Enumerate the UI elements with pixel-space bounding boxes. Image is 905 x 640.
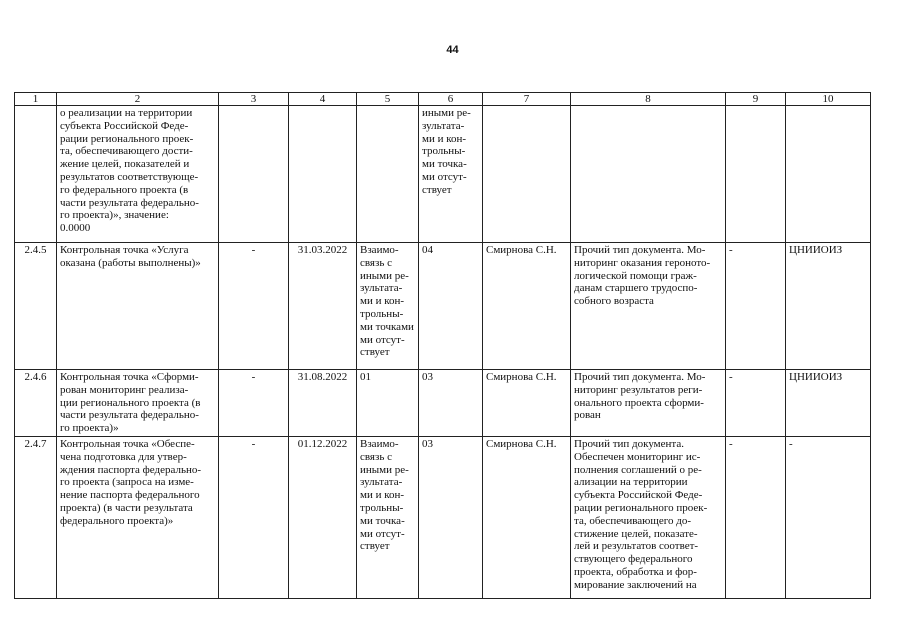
cell-line: зультата- [360, 282, 403, 295]
cell-col3: - [219, 243, 289, 370]
cell-line: 0.0000 [60, 222, 91, 235]
cell-line: иными ре- [360, 269, 409, 282]
cell-line: ствует [360, 540, 390, 553]
cell-col6 [419, 106, 483, 243]
cell-line: рован мониторинг реализа- [60, 383, 189, 396]
cell-line: чена подготовка для утвер- [60, 450, 187, 463]
cell-line: ализации на территории [574, 476, 688, 489]
table-row [15, 370, 871, 437]
column-header: 2 [57, 93, 219, 106]
cell-line: Прочий тип документа. Мо- [574, 244, 706, 256]
cell-col3 [219, 106, 289, 243]
cell-line: логической помощи граж- [574, 269, 697, 282]
cell-date: 31.08.2022 [289, 370, 357, 437]
table-row [15, 106, 871, 243]
cell-document [571, 106, 726, 243]
cell-col5 [357, 370, 419, 437]
cell-line: проекта) (в части результата [60, 501, 193, 514]
cell-line: рации регионального проек- [574, 501, 708, 514]
cell-line: Взаимо- [360, 438, 399, 450]
column-header: 9 [726, 93, 786, 106]
cell-col10: ЦНИИОИЗ [786, 370, 871, 437]
cell-line: ниторинг оказания героното- [574, 256, 711, 269]
cell-line: та, обеспечивающего дости- [60, 145, 193, 158]
cell-line: связь с [360, 450, 392, 463]
cell-col10: - [786, 437, 871, 599]
cell-line: трольны- [360, 307, 404, 320]
cell-line: трольны- [422, 145, 466, 158]
cell-line: 03 [422, 438, 433, 450]
cell-responsible: Смирнова С.Н. [483, 370, 571, 437]
table-row [15, 243, 871, 370]
cell-line: стижение целей, показате- [574, 527, 698, 540]
cell-col3: - [219, 370, 289, 437]
cell-date: 01.12.2022 [289, 437, 357, 599]
cell-line: зультата- [422, 119, 465, 132]
cell-line: иными ре- [360, 463, 409, 476]
cell-line: ми и кон- [360, 489, 405, 502]
cell-col10: ЦНИИОИЗ [786, 243, 871, 370]
cell-line: ствующего федерального [574, 553, 693, 566]
header-row [15, 93, 871, 106]
cell-line: 01 [360, 371, 371, 383]
cell-line: ми отсут- [360, 333, 405, 346]
cell-date: 31.03.2022 [289, 243, 357, 370]
cell-line: го проекта (запроса на изме- [60, 476, 194, 489]
cell-col10 [786, 106, 871, 243]
page-number: 44 [446, 44, 459, 56]
cell-line: го проекта)», значение: [60, 209, 169, 222]
cell-date [289, 106, 357, 243]
cell-line: ми точка- [360, 514, 405, 527]
column-header: 10 [786, 93, 871, 106]
cell-line: ствует [422, 183, 452, 196]
cell-responsible: Смирнова С.Н. [483, 437, 571, 599]
column-header: 3 [219, 93, 289, 106]
cell-line: жение целей, показателей и [60, 158, 190, 171]
cell-name [57, 437, 219, 599]
cell-number: 2.4.7 [15, 437, 57, 599]
cell-line: лей и результатов соответ- [574, 540, 699, 553]
cell-line: Взаимо- [360, 244, 399, 256]
cell-line: зультата- [360, 476, 403, 489]
cell-line: рации регионального проек- [60, 132, 194, 145]
cell-line: Контрольная точка «Услуга [60, 244, 189, 256]
cell-line: ции регионального проекта (в [60, 396, 201, 409]
cell-col5 [357, 437, 419, 599]
cell-responsible [483, 106, 571, 243]
cell-line: данам старшего трудоспо- [574, 282, 698, 295]
column-header: 1 [15, 93, 57, 106]
cell-line: о реализации на территории [60, 107, 193, 119]
cell-line: части результата федерально- [60, 196, 199, 209]
column-header: 8 [571, 93, 726, 106]
column-header: 6 [419, 93, 483, 106]
cell-number: 2.4.5 [15, 243, 57, 370]
cell-line: Контрольная точка «Обеспе- [60, 438, 195, 450]
cell-line: Прочий тип документа. [574, 438, 684, 450]
column-header: 5 [357, 93, 419, 106]
cell-line: ми отсут- [360, 527, 405, 540]
cell-line: ствует [360, 346, 390, 359]
cell-line: мирование заключений на [574, 578, 697, 591]
cell-col6 [419, 437, 483, 599]
cell-col9: - [726, 243, 786, 370]
cell-line: субъекта Российской Феде- [60, 119, 189, 132]
cell-name [57, 243, 219, 370]
column-header: 4 [289, 93, 357, 106]
cell-line: собного возраста [574, 295, 654, 308]
cell-line: нение паспорта федерального [60, 489, 200, 502]
cell-col5 [357, 106, 419, 243]
cell-col9: - [726, 370, 786, 437]
cell-line: полнения соглашений о ре- [574, 463, 702, 476]
cell-line: ми точка- [422, 158, 467, 171]
cell-line: связь с [360, 256, 392, 269]
cell-line: ми и кон- [422, 132, 467, 145]
cell-col5 [357, 243, 419, 370]
cell-line: иными ре- [422, 107, 471, 119]
cell-line: ми и кон- [360, 295, 405, 308]
cell-line: та, обеспечивающего до- [574, 514, 691, 527]
cell-line: рован [574, 409, 601, 422]
column-header: 7 [483, 93, 571, 106]
cell-line: результатов соответствующе- [60, 170, 199, 183]
cell-line: ждения паспорта федерально- [60, 463, 202, 476]
cell-document [571, 437, 726, 599]
cell-number: 2.4.6 [15, 370, 57, 437]
cell-line: 04 [422, 244, 433, 256]
cell-line: федерального проекта)» [60, 514, 174, 527]
cell-line: ми точками [360, 320, 414, 333]
cell-line: го проекта)» [60, 422, 119, 435]
cell-line: 03 [422, 371, 433, 383]
cell-line: трольны- [360, 501, 404, 514]
plan-table [14, 92, 871, 599]
cell-line: субъекта Российской Феде- [574, 489, 703, 502]
cell-col9 [726, 106, 786, 243]
cell-line: онального проекта сформи- [574, 396, 704, 409]
cell-line: Прочий тип документа. Мо- [574, 371, 706, 383]
cell-responsible: Смирнова С.Н. [483, 243, 571, 370]
cell-col6 [419, 243, 483, 370]
cell-col6 [419, 370, 483, 437]
table-row [15, 437, 871, 599]
cell-line: оказана (работы выполнены)» [60, 256, 201, 269]
cell-number [15, 106, 57, 243]
cell-line: ми отсут- [422, 170, 467, 183]
cell-name [57, 106, 219, 243]
cell-document [571, 243, 726, 370]
cell-line: Обеспечен мониторинг ис- [574, 450, 701, 463]
cell-document [571, 370, 726, 437]
cell-col3: - [219, 437, 289, 599]
cell-line: го федерального проекта (в [60, 183, 189, 196]
cell-line: ниторинг результатов реги- [574, 383, 703, 396]
cell-line: Контрольная точка «Сформи- [60, 371, 199, 383]
cell-line: проекта, обработка и фор- [574, 565, 697, 578]
cell-name [57, 370, 219, 437]
cell-line: части результата федерально- [60, 409, 199, 422]
cell-col9: - [726, 437, 786, 599]
